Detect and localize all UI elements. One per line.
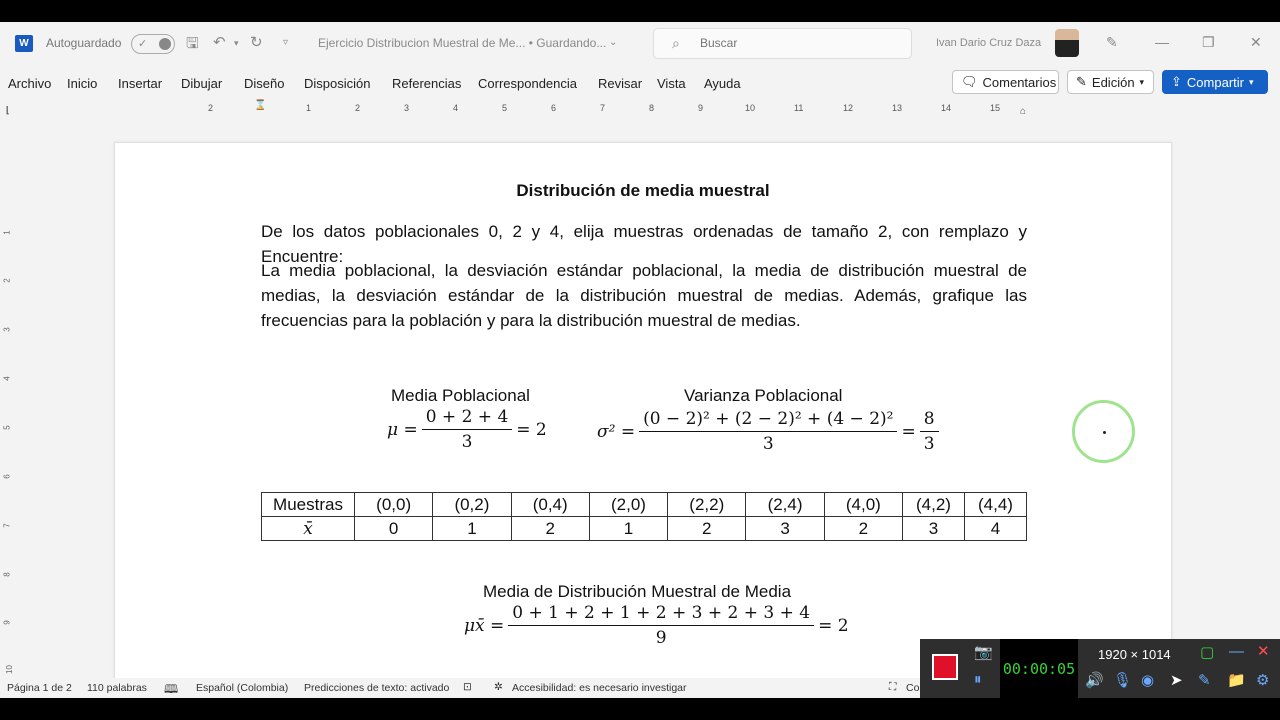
tab-disposicion[interactable]: Disposición xyxy=(304,76,371,91)
indent-marker-icon[interactable]: ⌛ xyxy=(254,100,267,111)
camera-icon[interactable]: 📷 xyxy=(974,644,993,661)
ruler-tick: 13 xyxy=(892,103,903,113)
ruler-tick: 8 xyxy=(649,103,655,113)
table-cell[interactable]: (4,2) xyxy=(903,493,965,517)
chevron-down-icon: ▾ xyxy=(1139,76,1145,87)
customize-toolbar-icon[interactable]: ▿ xyxy=(283,37,289,48)
ruler-tick: 14 xyxy=(941,103,952,113)
ribbon-tabs xyxy=(0,66,1280,100)
tab-diseno[interactable]: Diseño xyxy=(244,76,285,91)
table-cell[interactable]: 0 xyxy=(355,517,433,541)
document-title[interactable]: Ejercicio Distribucion Muestral de Me... • Guardando... xyxy=(318,36,607,50)
undo-icon[interactable]: ↶ xyxy=(213,34,226,51)
table-cell[interactable]: 3 xyxy=(903,517,965,541)
table-cell[interactable]: (2,4) xyxy=(746,493,824,517)
comments-label: Comentarios xyxy=(982,74,1057,90)
comments-button[interactable] xyxy=(952,70,1059,94)
varianza-fraction xyxy=(639,409,897,454)
accessibility-icon: ✲ xyxy=(494,681,503,693)
ruler-tick: 9 xyxy=(2,620,12,625)
word-logo-icon: W xyxy=(15,35,33,52)
ruler-tick: 7 xyxy=(600,103,606,113)
ruler-tick: 4 xyxy=(453,103,459,113)
media-lhs: μ = xyxy=(387,419,418,440)
share-icon: ⇪ xyxy=(1171,74,1182,89)
chevron-down-icon: ▾ xyxy=(1248,76,1254,87)
speaker-icon[interactable]: 🔊 xyxy=(1085,672,1104,689)
proofing-icon[interactable]: 🕮 xyxy=(164,682,179,696)
user-name[interactable]: Ivan Dario Cruz Daza xyxy=(936,37,1042,49)
toggle-knob xyxy=(159,38,171,50)
varianza-formula[interactable] xyxy=(597,409,939,454)
ruler-tick: 9 xyxy=(698,103,704,113)
table-row xyxy=(262,493,1027,517)
table-cell[interactable]: 2 xyxy=(511,517,589,541)
tab-ayuda[interactable]: Ayuda xyxy=(704,76,741,91)
table-cell[interactable]: (4,4) xyxy=(965,493,1027,517)
status-bar xyxy=(0,678,920,698)
table-cell[interactable]: (2,0) xyxy=(589,493,667,517)
ruler-tick: 2 xyxy=(355,103,361,113)
table-cell[interactable]: (0,2) xyxy=(433,493,511,517)
table-cell[interactable]: 2 xyxy=(668,517,746,541)
microphone-icon[interactable]: 🎙 xyxy=(1113,672,1133,689)
recording-resolution: 1920 × 1014 xyxy=(1098,647,1171,662)
tab-insertar[interactable]: Insertar xyxy=(118,76,163,91)
pause-icon[interactable]: ⏸ xyxy=(974,671,982,688)
ruler-tick: 3 xyxy=(2,327,12,332)
undo-dropdown-icon[interactable]: ▾ xyxy=(234,38,239,48)
varianza-result-fraction xyxy=(920,409,939,454)
document-page[interactable] xyxy=(114,142,1172,698)
screen-recorder-widget xyxy=(920,639,1280,698)
varianza-denominator: 3 xyxy=(762,434,774,454)
webcam-icon[interactable]: ◉ xyxy=(1141,672,1155,689)
search-icon: ⌕ xyxy=(672,35,680,51)
tab-referencias[interactable]: Referencias xyxy=(392,76,462,91)
restore-icon[interactable]: ❐ xyxy=(1202,34,1215,50)
table-cell[interactable]: 1 xyxy=(589,517,667,541)
problem-intro[interactable]: De los datos poblacionales 0, 2 y 4, elija muestras ordenadas de tamaño 2, con remplazo y Encuentre: xyxy=(261,222,1027,266)
autosave-label: Autoguardado xyxy=(46,36,122,50)
word-count[interactable]: 110 palabras xyxy=(87,682,147,694)
dist-fraction xyxy=(508,603,814,648)
dist-result: = 2 xyxy=(818,615,849,636)
word-window xyxy=(0,22,1280,698)
title-bar xyxy=(0,22,1280,66)
table-cell[interactable]: (4,0) xyxy=(824,493,902,517)
ruler-tick: 3 xyxy=(404,103,410,113)
editing-label: Edición xyxy=(1091,74,1135,90)
language[interactable]: Español (Colombia) xyxy=(196,682,289,694)
ruler-tick: 12 xyxy=(843,103,854,113)
text-predictions[interactable]: Predicciones de texto: activado xyxy=(304,682,450,694)
media-denominator: 3 xyxy=(461,432,473,452)
page-count[interactable]: Página 1 de 2 xyxy=(7,682,72,694)
table-header-cell[interactable]: Muestras xyxy=(262,493,355,517)
tab-inicio[interactable]: Inicio xyxy=(67,76,98,91)
vertical-ruler[interactable] xyxy=(3,120,17,680)
table-cell[interactable]: 1 xyxy=(433,517,511,541)
tab-stop-icon[interactable]: ⌊ xyxy=(6,105,10,115)
tab-vista[interactable]: Vista xyxy=(657,76,686,91)
share-button[interactable] xyxy=(1162,70,1268,94)
ruler-tick: 11 xyxy=(794,103,804,113)
pen-icon[interactable]: ✎ xyxy=(1106,34,1118,50)
focus-icon[interactable]: ⛶ xyxy=(889,681,897,693)
right-indent-marker-icon[interactable]: ⌂ xyxy=(1020,106,1027,117)
cursor-point xyxy=(1103,431,1106,434)
media-label[interactable]: Media Poblacional xyxy=(391,386,530,405)
focus-label[interactable]: Co xyxy=(906,682,920,694)
table-row xyxy=(262,517,1027,541)
region-icon[interactable]: ▢ xyxy=(1200,644,1215,661)
media-result: = 2 xyxy=(516,419,547,440)
ruler-tick: 15 xyxy=(990,103,1001,113)
varianza-result-denominator: 3 xyxy=(923,434,935,454)
dist-formula[interactable] xyxy=(464,603,849,648)
cursor-highlight xyxy=(1072,400,1135,463)
editing-button[interactable] xyxy=(1067,70,1154,94)
ruler-tick: 5 xyxy=(502,103,508,113)
dist-lhs: μx̄ = xyxy=(464,615,505,636)
recording-timer: 00:00:05 xyxy=(1000,639,1078,698)
varianza-result-numerator: 8 xyxy=(920,409,939,432)
varianza-lhs: σ² = xyxy=(597,421,636,442)
tab-correspondencia[interactable]: Correspondencia xyxy=(478,76,578,91)
tab-dibujar[interactable]: Dibujar xyxy=(181,76,223,91)
document-heading[interactable]: Distribución de media muestral xyxy=(516,181,770,200)
pencil-icon: ✎ xyxy=(1076,74,1087,89)
ruler-tick: 5 xyxy=(2,425,12,430)
horizontal-ruler[interactable] xyxy=(0,100,1280,120)
dist-numerator: 0 + 1 + 2 + 1 + 2 + 3 + 2 + 3 + 4 xyxy=(508,603,814,626)
close-icon[interactable]: ✕ xyxy=(1250,34,1262,50)
ruler-tick: 2 xyxy=(2,278,12,283)
accessibility-status[interactable]: Accesibilidad: es necesario investigar xyxy=(512,682,687,694)
media-formula[interactable] xyxy=(387,407,547,452)
gear-icon[interactable]: ⚙ xyxy=(1256,672,1270,689)
minimize-recorder-icon[interactable]: — xyxy=(1229,643,1244,660)
comment-icon: 🗨 xyxy=(961,74,978,89)
cursor-icon[interactable]: ➤ xyxy=(1170,672,1183,689)
tab-archivo[interactable]: Archivo xyxy=(8,76,52,91)
ruler-tick: 7 xyxy=(2,523,12,528)
accessibility-check-icon[interactable]: ⊡ xyxy=(463,681,472,693)
avatar[interactable] xyxy=(1055,29,1079,57)
ruler-tick: 1 xyxy=(306,103,312,113)
table-cell[interactable]: 2 xyxy=(824,517,902,541)
search-input[interactable] xyxy=(700,36,890,50)
ruler-tick: 4 xyxy=(2,376,12,381)
title-dropdown-icon[interactable]: ⌄ xyxy=(609,37,618,48)
table-cell[interactable]: (2,2) xyxy=(668,493,746,517)
ruler-tick: 8 xyxy=(2,572,12,577)
samples-table[interactable] xyxy=(261,492,1027,541)
media-numerator: 0 + 2 + 4 xyxy=(422,407,513,430)
draw-icon[interactable]: ✎ xyxy=(1198,672,1211,689)
dist-label[interactable]: Media de Distribución Muestral de Media xyxy=(483,582,792,601)
ruler-tick: 6 xyxy=(551,103,557,113)
check-icon: ✓ xyxy=(138,38,148,50)
varianza-label[interactable]: Varianza Poblacional xyxy=(684,386,843,405)
tab-revisar[interactable]: Revisar xyxy=(598,76,643,91)
media-fraction xyxy=(422,407,513,452)
search-box[interactable] xyxy=(653,28,912,59)
ruler-tick: 10 xyxy=(745,103,756,113)
ruler-tick: 6 xyxy=(2,474,12,479)
varianza-numerator: (0 − 2)² + (2 − 2)² + (4 − 2)² xyxy=(639,409,897,432)
ruler-tick: 2 xyxy=(208,103,214,113)
varianza-equals: = xyxy=(901,421,916,442)
ruler-tick: 1 xyxy=(2,230,12,235)
save-icon[interactable]: 🖫 xyxy=(186,35,199,52)
table-cell[interactable]: (0,0) xyxy=(355,493,433,517)
table-cell[interactable]: 3 xyxy=(746,517,824,541)
problem-statement[interactable]: La media poblacional, la desviación estándar poblacional, la media de distribución muestral de medias, la desviación estándar de la distribución muestral de medias. Además, grafique las frecuencias para la población y para la distribución muestral de medias. xyxy=(261,261,1027,330)
minimize-icon[interactable]: — xyxy=(1155,34,1169,50)
dist-denominator: 9 xyxy=(655,628,667,648)
close-recorder-icon[interactable]: ✕ xyxy=(1257,643,1270,660)
table-cell[interactable]: (0,4) xyxy=(511,493,589,517)
table-cell[interactable]: 4 xyxy=(965,517,1027,541)
table-header-cell[interactable]: x̄ xyxy=(262,517,355,541)
autosave-toggle[interactable] xyxy=(131,34,175,54)
share-label: Compartir xyxy=(1186,74,1244,90)
folder-icon[interactable]: 📁 xyxy=(1227,672,1246,689)
record-stop-button[interactable] xyxy=(932,654,958,680)
ruler-tick: 10 xyxy=(4,665,14,674)
redo-icon[interactable]: ↻ xyxy=(250,34,263,51)
